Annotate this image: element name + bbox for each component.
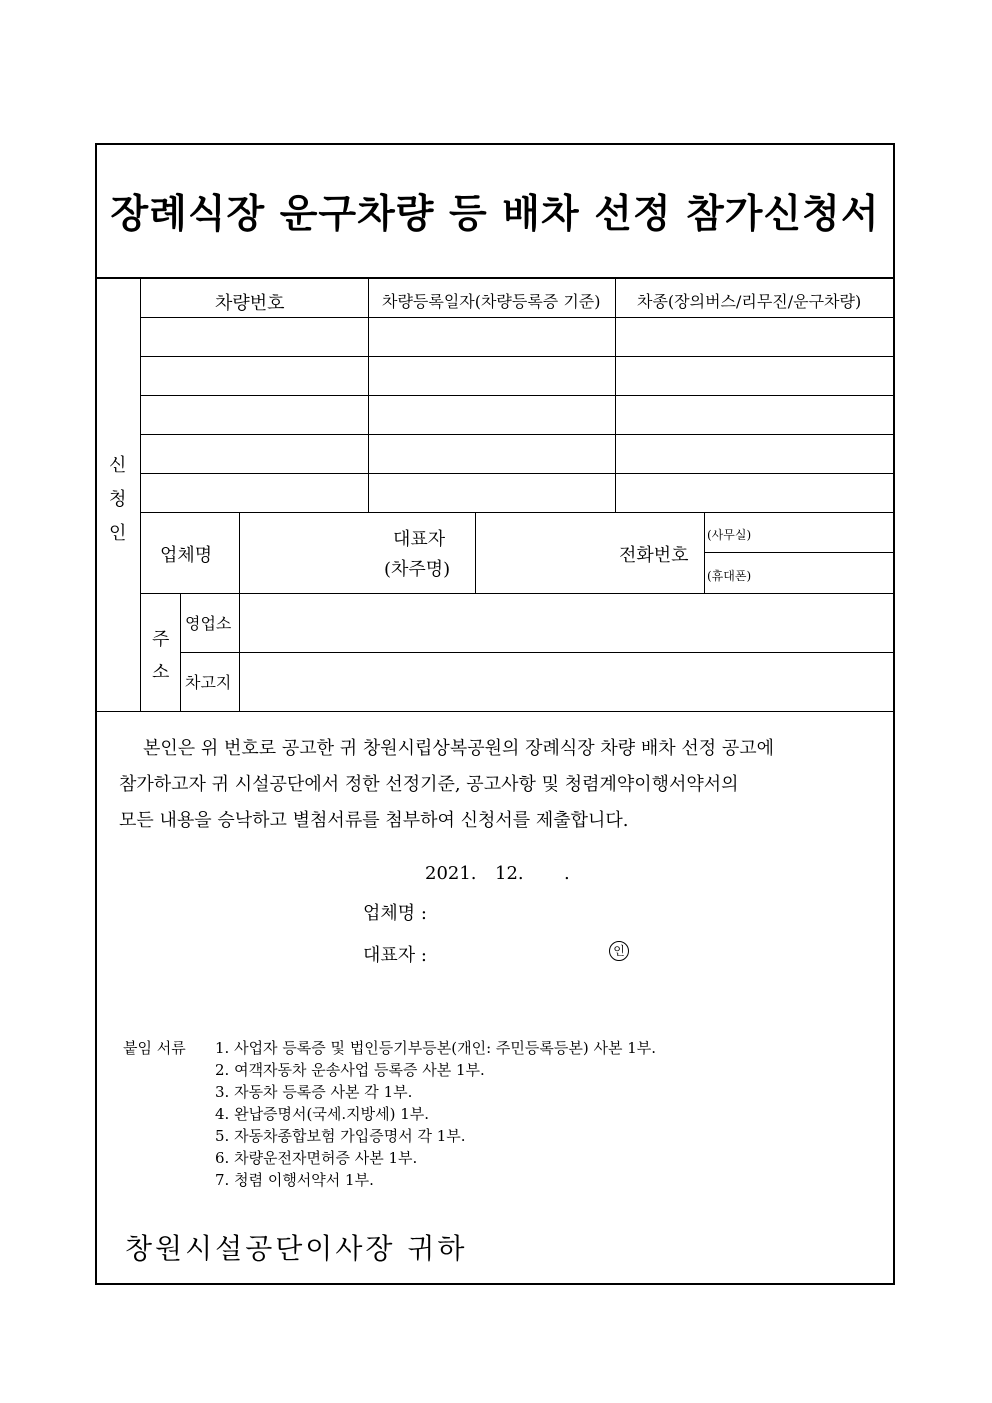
representative-sublabel: (차주명) (384, 559, 451, 580)
attachment-item-2: 2. 여객자동차 운송사업 등록증 사본 1부. (215, 1061, 485, 1079)
applicant-label-char-1: 신 (109, 455, 127, 476)
vehicle-row-5[interactable] (141, 474, 892, 512)
attachment-item-3: 3. 자동차 등록증 사본 각 1부. (215, 1083, 413, 1101)
address-label-char-1: 주 (152, 629, 170, 650)
statement-line-3: 모든 내용을 승낙하고 별첨서류를 첨부하여 신청서를 제출합니다. (119, 810, 629, 831)
office-address-field[interactable] (240, 594, 892, 652)
address-label-char-2: 소 (152, 662, 170, 683)
representative-field[interactable] (476, 513, 615, 593)
vehicle-row-3[interactable] (141, 396, 892, 434)
company-name-field[interactable] (240, 513, 368, 593)
attachment-item-7: 7. 청렴 이행서약서 1부. (215, 1171, 374, 1189)
statement-line-2: 참가하고자 귀 시설공단에서 정한 선정기준, 공고사항 및 청렴계약이행서약서의 (119, 774, 739, 795)
date-year: 2021. (425, 863, 477, 884)
attachment-item-4: 4. 완납증명서(국세.지방세) 1부. (215, 1105, 430, 1123)
header-registration-date: 차량등록일자(차량등록증 기준) (382, 292, 601, 311)
applicant-label-char-2: 청 (109, 489, 127, 510)
signature-company-label: 업체명 : (363, 903, 427, 924)
attachments-label: 붙임 서류 (123, 1039, 186, 1057)
representative-label: 대표자 (393, 529, 446, 550)
header-vehicle-type: 차종(장의버스/리무진/운구차량) (637, 292, 862, 311)
vehicle-row-2[interactable] (141, 357, 892, 395)
vehicle-row-4[interactable] (141, 435, 892, 473)
phone-mobile-label: (휴대폰) (707, 569, 752, 583)
header-vehicle-number: 차량번호 (215, 293, 285, 314)
form-title: 장례식장 운구차량 등 배차 선정 참가신청서 (110, 192, 880, 237)
date-month: 12. (495, 863, 524, 884)
phone-label: 전화번호 (619, 545, 689, 566)
attachment-item-1: 1. 사업자 등록증 및 법인등기부등본(개인: 주민등록등본) 사본 1부. (215, 1039, 657, 1057)
addressee: 창원시설공단이사장 귀하 (125, 1232, 468, 1265)
attachment-item-5: 5. 자동차종합보험 가입증명서 각 1부. (215, 1127, 466, 1145)
applicant-label-char-3: 인 (109, 523, 127, 544)
applicant-grid (97, 279, 893, 711)
application-form (95, 143, 895, 1285)
statement-line-1: 본인은 위 번호로 공고한 귀 창원시립상복공원의 장례식장 차량 배차 선정 공고에 (143, 738, 775, 759)
statement (119, 731, 879, 839)
attachment-item-6: 6. 차량운전자면허증 사본 1부. (215, 1149, 418, 1167)
company-name-label: 업체명 (160, 545, 213, 566)
garage-address-field[interactable] (240, 653, 892, 711)
vehicle-row-1[interactable] (141, 318, 892, 356)
signature-rep-label: 대표자 : (363, 945, 427, 966)
date-day: . (564, 863, 570, 884)
phone-office-label: (사무실) (707, 528, 752, 542)
title-box (97, 145, 893, 279)
garage-address-label: 차고지 (185, 673, 232, 692)
seal-mark: 인 (609, 941, 629, 961)
office-address-label: 영업소 (185, 614, 232, 633)
